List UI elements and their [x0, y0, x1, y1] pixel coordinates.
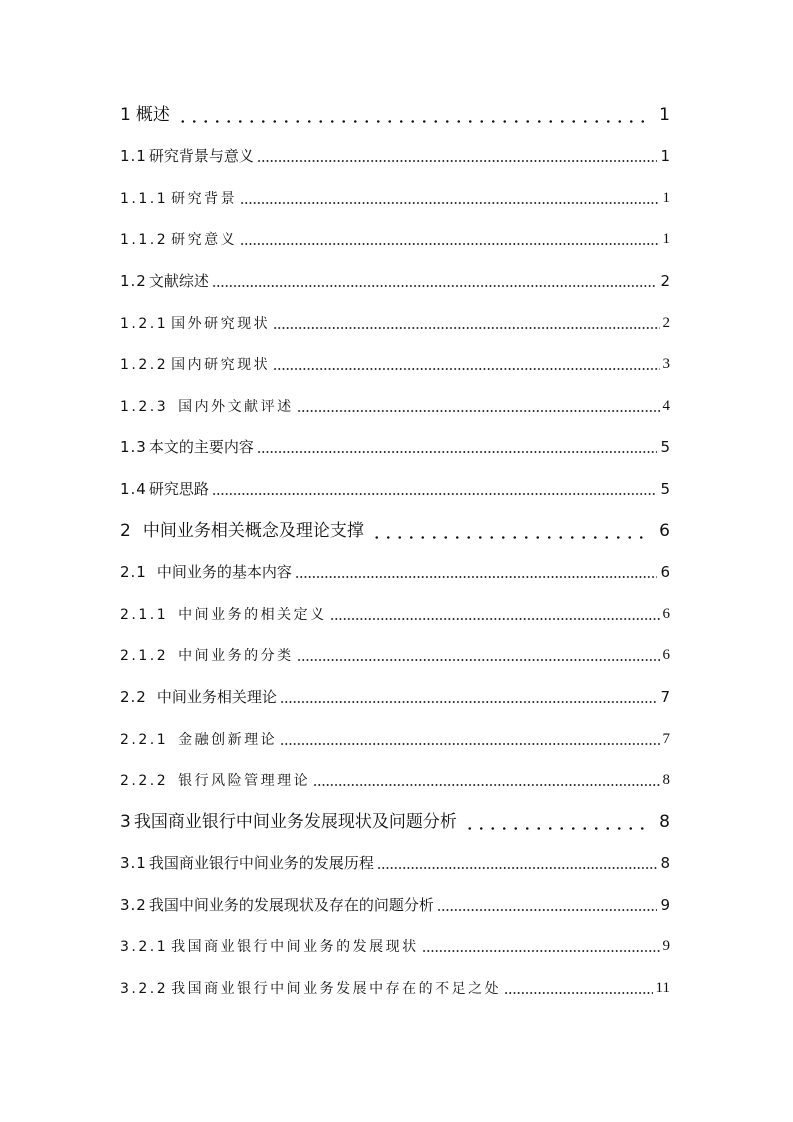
toc-entry-section[interactable] — [120, 564, 670, 581]
toc-entry-number: 1.3 — [120, 438, 147, 456]
toc-entry-page: 1 — [662, 190, 670, 206]
dot-leader — [330, 618, 660, 620]
toc-entry-subsection[interactable] — [120, 606, 670, 623]
toc-entry-page: 8 — [660, 854, 670, 872]
toc-entry-subsection[interactable] — [120, 731, 670, 748]
toc-entry-title: 中间业务的基本内容 — [156, 563, 292, 581]
toc-entry-number: 3.2 — [120, 896, 147, 914]
toc-entry-section[interactable] — [120, 148, 670, 165]
dot-leader — [177, 120, 651, 123]
dot-leader — [295, 576, 658, 578]
toc-entry-number: 3.1 — [120, 854, 147, 872]
dot-leader — [313, 784, 659, 786]
toc-entry-title: 国内研究现状 — [171, 357, 271, 374]
toc-entry-page: 6 — [662, 606, 670, 622]
toc-entry-page: 5 — [660, 438, 670, 456]
toc-entry-subsection[interactable] — [120, 315, 670, 332]
toc-entry-page: 6 — [659, 521, 670, 541]
toc-entry-subsection[interactable] — [120, 398, 670, 415]
toc-entry-subsection[interactable] — [120, 356, 670, 373]
toc-entry-number: 2 — [120, 521, 131, 541]
toc-entry-number: 3.2.1 — [120, 939, 169, 956]
toc-entry-number: 1.4 — [120, 480, 147, 498]
toc-entry-number: 1 — [120, 105, 131, 125]
toc-entry-subsection[interactable] — [120, 190, 670, 207]
dot-leader — [422, 950, 660, 952]
toc-entry-number: 1.2.1 — [120, 316, 169, 333]
toc-entry-subsection[interactable] — [120, 772, 670, 789]
toc-entry-title: 银行风险管理理论 — [178, 773, 311, 790]
toc-entry-title: 研究意义 — [171, 232, 238, 249]
toc-entry-number: 1.2 — [120, 272, 147, 290]
toc-entry-page: 2 — [660, 272, 670, 290]
toc-entry-page: 9 — [660, 896, 670, 914]
dot-leader — [257, 451, 658, 453]
toc-entry-page: 6 — [662, 647, 670, 663]
toc-entry-title: 国内外文献评述 — [178, 399, 294, 416]
dot-leader — [297, 410, 660, 412]
toc-entry-number: 3.2.2 — [120, 981, 169, 998]
dot-leader — [297, 659, 660, 661]
toc-entry-number: 1.1.2 — [120, 232, 169, 249]
toc-entry-number: 2.1.1 — [120, 607, 169, 624]
toc-entry-chapter[interactable] — [120, 522, 670, 542]
dot-leader — [273, 368, 659, 370]
toc-entry-page: 2 — [662, 315, 670, 331]
toc-entry-number: 2.1.2 — [120, 648, 169, 665]
dot-leader — [273, 327, 659, 329]
toc-entry-number: 1.1 — [120, 147, 147, 165]
toc-entry-title: 我国商业银行中间业务的发展现状 — [171, 939, 419, 956]
toc-entry-number: 1.2.2 — [120, 357, 169, 374]
toc-entry-chapter[interactable] — [120, 106, 670, 126]
toc-entry-page: 7 — [662, 731, 670, 747]
toc-entry-title: 研究背景 — [171, 191, 238, 208]
toc-entry-title: 我国商业银行中间业务发展中存在的不足之处 — [171, 981, 502, 998]
toc-entry-title: 金融创新理论 — [178, 732, 278, 749]
toc-entry-page: 7 — [660, 688, 670, 706]
toc-entry-number: 1.1.1 — [120, 191, 169, 208]
toc-entry-subsection[interactable] — [120, 980, 670, 997]
toc-entry-page: 1 — [659, 105, 670, 125]
dot-leader — [212, 285, 658, 287]
dot-leader — [212, 493, 658, 495]
toc-entry-title: 研究背景与意义 — [148, 147, 254, 165]
dot-leader — [257, 160, 658, 162]
toc-entry-title: 我国商业银行中间业务发展现状及问题分析 — [133, 812, 457, 832]
dot-leader — [504, 992, 652, 994]
toc-entry-section[interactable] — [120, 855, 670, 872]
toc-entry-section[interactable] — [120, 439, 670, 456]
toc-entry-page: 8 — [662, 772, 670, 788]
toc-entry-number: 2.2.1 — [120, 732, 169, 749]
toc-entry-number: 1.2.3 — [120, 399, 169, 416]
toc-entry-section[interactable] — [120, 897, 670, 914]
toc-entry-title: 国外研究现状 — [171, 316, 271, 333]
toc-entry-page: 3 — [662, 356, 670, 372]
toc-entry-subsection[interactable] — [120, 647, 670, 664]
dot-leader — [464, 827, 651, 830]
toc-entry-title: 研究思路 — [148, 480, 209, 498]
toc-entry-title: 概述 — [135, 105, 170, 125]
toc-entry-number: 2.2.2 — [120, 773, 169, 790]
toc-entry-title: 文献综述 — [148, 272, 209, 290]
dot-leader — [377, 867, 658, 869]
dot-leader — [240, 202, 659, 204]
toc-entry-title: 我国商业银行中间业务的发展历程 — [148, 854, 374, 872]
toc-entry-page: 1 — [660, 147, 670, 165]
toc-entry-number: 2.2 — [120, 688, 147, 706]
toc-entry-section[interactable] — [120, 689, 670, 706]
toc-entry-subsection[interactable] — [120, 231, 670, 248]
toc-entry-number: 2.1 — [120, 563, 147, 581]
toc-entry-page: 9 — [662, 938, 670, 954]
dot-leader — [371, 536, 651, 539]
dot-leader — [240, 243, 659, 245]
toc-entry-title: 中间业务相关概念及理论支撑 — [142, 521, 364, 541]
toc-entry-page: 5 — [660, 480, 670, 498]
toc-entry-title: 中间业务的相关定义 — [178, 607, 327, 624]
toc-entry-title: 中间业务的分类 — [178, 648, 294, 665]
toc-entry-page: 6 — [660, 563, 670, 581]
toc-entry-page: 8 — [659, 812, 670, 832]
toc-entry-page: 4 — [662, 398, 670, 414]
toc-entry-title: 我国中间业务的发展现状及存在的问题分析 — [148, 896, 434, 914]
toc-entry-title: 本文的主要内容 — [148, 438, 254, 456]
toc-entry-section[interactable] — [120, 273, 670, 290]
dot-leader — [280, 701, 658, 703]
toc-entry-chapter[interactable] — [120, 813, 670, 833]
toc-entry-number: 3 — [120, 812, 131, 832]
toc-entry-page: 11 — [655, 980, 670, 996]
toc-entry-page: 1 — [662, 231, 670, 247]
dot-leader — [437, 909, 658, 911]
toc-entry-title: 中间业务相关理论 — [156, 688, 277, 706]
dot-leader — [280, 743, 659, 745]
toc-entry-section[interactable] — [120, 481, 670, 498]
toc-entry-subsection[interactable] — [120, 938, 670, 955]
